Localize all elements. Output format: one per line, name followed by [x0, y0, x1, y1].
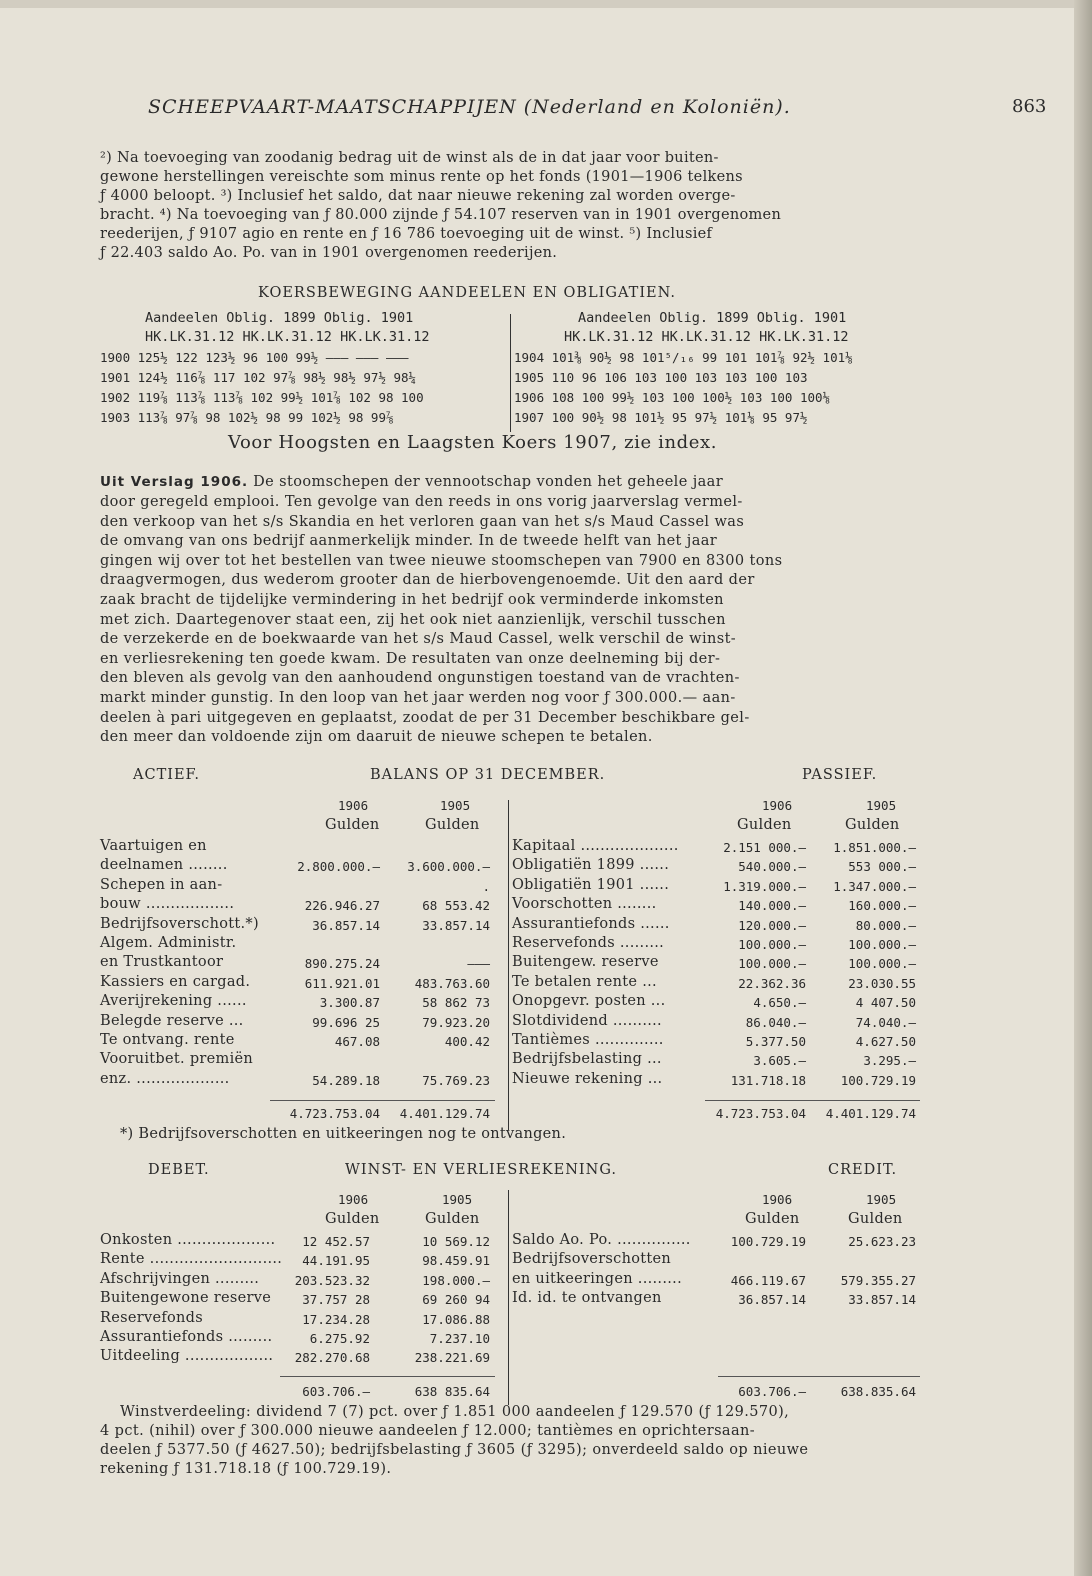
verslag-line: met zich. Daartegenover staat een, zij het ook niet aanzienlijk, verschil tusschen [100, 611, 726, 628]
row-value-1906: 467.08 [334, 1034, 380, 1049]
row-label: Kassiers en cargad. [100, 973, 251, 990]
row-value-1906: 2.800.000.— [297, 859, 380, 875]
row-value-1906: 203.523.32 [294, 1272, 370, 1288]
row-value-1906: 99.696 25 [312, 1014, 380, 1030]
row-value-1905: 10 569.12 [422, 1234, 490, 1249]
row-label: Vaartuigen en [100, 838, 207, 854]
winst-debet-label: DEBET. [148, 1162, 210, 1178]
verslag-line: de verzekerde en de boekwaarde van het s/s Maud Cassel, welk verschil de winst- [100, 631, 737, 648]
winst-unit-left-1906: Gulden [325, 1211, 380, 1227]
balans-unit-left-1906: Gulden [325, 817, 380, 833]
row-label: Onopgevr. posten ... [512, 993, 666, 1010]
row-label: Bedrijfsbelasting ... [512, 1051, 662, 1068]
page-binding-edge [1074, 0, 1092, 1576]
verslag-line: deelen à pari uitgegeven en geplaatst, zoodat de per 31 December beschikbare gel- [100, 709, 750, 726]
row-value-1905: 80.000.— [855, 917, 916, 933]
row-value-1906: 100.000.— [738, 937, 806, 952]
verslag-label: Uit Verslag 1906. [100, 474, 249, 490]
balans-total-left-1905: 4.401.129.74 [399, 1106, 490, 1121]
verslag-line: draagvermogen, dus wederom grooter dan de hierbovengenoemde. Uit den aard der [100, 572, 755, 589]
row-value-1906: 36.857.14 [738, 1292, 806, 1308]
row-value-1905: 553 000.— [848, 859, 916, 875]
verslag-line: gingen wij over tot het bestellen van twee nieuwe stoomschepen van 7900 en 8300 tons [100, 552, 783, 569]
winst-total-left-1906: 603.706.— [302, 1384, 370, 1399]
row-value-1906: 131.718.18 [730, 1072, 806, 1088]
row-value-1905: 74.040.— [855, 1014, 916, 1030]
balans-year-right-1905: 1905 [866, 798, 897, 813]
row-label: Reservefonds ......... [512, 935, 665, 951]
footnote-line: ²) Na toevoeging van zoodanig bedrag uit de winst als de in dat jaar voor buiten- [100, 150, 719, 166]
winst-unit-right-1905: Gulden [848, 1211, 903, 1227]
row-label: en uitkeeringen ......... [512, 1270, 682, 1287]
koers-head-left-1: Aandeelen Oblig. 1899 Oblig. 1901 [145, 310, 414, 326]
row-label: bouw .................. [100, 896, 235, 913]
koers-row: 1904 101⅜ 90½ 98 101⁵/₁₆ 99 101 101⅞ 92½ 101⅛ [514, 350, 853, 365]
winstverdeeling-line: deelen ƒ 5377.50 (ƒ 4627.50); bedrijfsbelasting ƒ 3605 (ƒ 3295); onverdeeld saldo op nieuwe [100, 1442, 809, 1458]
row-label: Te ontvang. rente [100, 1032, 235, 1048]
row-value-1905: 75.769.23 [422, 1072, 490, 1088]
row-value-1905: 3.600.000.— [407, 859, 490, 875]
row-value-1905: 1.347.000.— [833, 878, 916, 894]
winst-total-right-1906: 603.706.— [738, 1384, 806, 1399]
row-value-1906: 140.000.— [738, 898, 806, 914]
winst-unit-right-1906: Gulden [745, 1211, 800, 1227]
koers-row: 1905 110 96 106 103 100 103 103 100 103 [514, 370, 808, 385]
row-value-1905: 1.851.000.— [833, 840, 916, 855]
row-value-1906: 226.946.27 [304, 898, 380, 914]
winst-total-left-1905: 638 835.64 [414, 1384, 490, 1399]
running-header: SCHEEPVAART-MAATSCHAPPIJEN (Nederland en Koloniën). [148, 96, 791, 118]
row-label: Assurantiefonds ......... [100, 1329, 273, 1345]
row-value-1905: 100.729.19 [840, 1072, 916, 1088]
row-label: Buitengew. reserve [512, 954, 659, 971]
footnote-line: bracht. ⁴) Na toevoeging van ƒ 80.000 zijnde ƒ 54.107 reserven van in 1901 overgenomen [100, 207, 782, 223]
winst-unit-left-1905: Gulden [425, 1211, 480, 1227]
row-value-1906: 12 452.57 [302, 1234, 370, 1249]
winst-year-left-1906: 1906 [338, 1192, 369, 1207]
row-value-1906: 54.289.18 [312, 1072, 380, 1088]
winst-year-right-1906: 1906 [762, 1192, 793, 1207]
row-value-1906: 22.362.36 [738, 975, 806, 991]
row-value-1905: 68 553.42 [422, 898, 490, 914]
row-label: Schepen in aan- [100, 876, 223, 893]
row-label: Te betalen rente ... [512, 973, 657, 990]
koers-note: Voor Hoogsten en Laagsten Koers 1907, zie index. [228, 432, 718, 453]
page-number: 863 [1012, 96, 1047, 117]
row-label: Averijrekening ...... [100, 993, 247, 1010]
row-label: Algem. Administr. [100, 935, 237, 951]
row-label: Onkosten .................... [100, 1232, 276, 1248]
row-label: Reservefonds [100, 1309, 203, 1326]
row-label: Id. id. te ontvangen [512, 1290, 662, 1307]
row-value-1905: 58 862 73 [422, 995, 490, 1011]
row-value-1905: 23.030.55 [848, 975, 916, 991]
row-label: Assurantiefonds ...... [512, 915, 670, 932]
row-value-1905: 100.000.— [848, 956, 916, 972]
winst-total-rule-left [280, 1376, 495, 1377]
row-value-1905: 100.000.— [848, 937, 916, 952]
winstverdeeling-line: 4 pct. (nihil) over ƒ 300.000 nieuwe aandeelen ƒ 12.000; tantièmes en oprichtersaan- [100, 1423, 756, 1439]
row-label: Vooruitbet. premiën [100, 1051, 254, 1068]
row-value-1906: 466.119.67 [730, 1272, 806, 1288]
koers-row: 1903 113⅞ 97⅞ 98 102½ 98 99 102½ 98 99⅞ [100, 410, 394, 425]
row-label: Kapitaal .................... [512, 838, 679, 854]
balans-unit-right-1906: Gulden [737, 817, 792, 833]
row-label: Obligatiën 1899 ...... [512, 857, 670, 874]
verslag-first-text: De stoomschepen der vennootschap vonden het geheele jaar [253, 474, 724, 490]
row-value-1906: 3.605.— [753, 1053, 806, 1069]
verslag-line: den meer dan voldoende zijn om daaruit de nieuwe schepen te betalen. [100, 729, 653, 746]
row-label: Belegde reserve ... [100, 1012, 244, 1029]
row-value-1905: 198.000.— [422, 1272, 490, 1288]
row-value-1906: 44.191.95 [302, 1253, 370, 1269]
row-value-1906: 37.757 28 [302, 1292, 370, 1308]
row-value-1906: 100.729.19 [730, 1234, 806, 1249]
winst-year-left-1905: 1905 [442, 1192, 473, 1207]
row-value-1905: 400.42 [444, 1034, 490, 1049]
row-value-1906: 17.234.28 [302, 1311, 370, 1327]
row-label: en Trustkantoor [100, 954, 224, 971]
row-value-1905: 79.923.20 [422, 1014, 490, 1030]
koers-head-right-1: Aandeelen Oblig. 1899 Oblig. 1901 [578, 310, 847, 326]
row-label: Bedrijfsoverschotten [512, 1251, 672, 1268]
koers-row: 1902 119⅞ 113⅞ 113⅞ 102 99½ 101⅞ 102 98 100 [100, 390, 424, 405]
koers-divider [510, 314, 511, 432]
row-label: enz. ................... [100, 1070, 230, 1087]
balans-total-right-1905: 4.401.129.74 [825, 1106, 916, 1121]
winstverdeeling-line: Winstverdeeling: dividend 7 (7) pct. over ƒ 1.851 000 aandeelen ƒ 129.570 (ƒ 129.570), [120, 1404, 790, 1420]
row-value-1905: 25.623.23 [848, 1234, 916, 1249]
row-value-1905: 69 260 94 [422, 1292, 490, 1308]
row-value-1905: 483.763.60 [414, 975, 490, 991]
row-value-1905: 579.355.27 [840, 1272, 916, 1288]
row-value-1905: 3.295.— [863, 1053, 916, 1069]
winst-total-rule-right [718, 1376, 920, 1377]
balans-year-right-1906: 1906 [762, 798, 793, 813]
row-value-1906: 611.921.01 [304, 975, 380, 991]
row-label: Tantièmes .............. [512, 1032, 664, 1048]
row-value-1906: 3.300.87 [319, 995, 380, 1011]
balans-unit-right-1905: Gulden [845, 817, 900, 833]
footnote-line: ƒ 4000 beloopt. ³) Inclusief het saldo, dat naar nieuwe rekening zal worden overge- [100, 188, 736, 204]
verslag-line: markt minder gunstig. In den loop van het jaar werden nog voor ƒ 300.000.— aan- [100, 690, 736, 706]
row-value-1906: 100.000.— [738, 956, 806, 972]
balans-year-left-1905: 1905 [440, 798, 471, 813]
row-label: Nieuwe rekening ... [512, 1070, 663, 1087]
row-value-1905: 4.627.50 [855, 1034, 916, 1049]
row-label: Slotdividend .......... [512, 1012, 662, 1029]
verslag-line: den bleven als gevolg van den aanhoudend ongunstigen toestand van de vrachten- [100, 670, 740, 687]
row-value-1905: 33.857.14 [848, 1292, 916, 1308]
row-label: deelnamen ........ [100, 857, 228, 874]
winstverdeeling-line: rekening ƒ 131.718.18 (ƒ 100.729.19). [100, 1461, 392, 1477]
row-label: Saldo Ao. Po. ............... [512, 1232, 691, 1248]
koers-row: 1906 108 100 99½ 103 100 100½ 103 100 100⅛ [514, 390, 831, 405]
koers-row: 1907 100 90½ 98 101½ 95 97½ 101⅛ 95 97½ [514, 410, 808, 425]
verslag-line: door geregeld emplooi. Ten gevolge van den reeds in ons vorig jaarverslag vermel- [100, 494, 743, 510]
koers-head-left-2: HK.LK.31.12 HK.LK.31.12 HK.LK.31.12 [145, 329, 430, 345]
row-value-1906: 5.377.50 [745, 1034, 806, 1049]
row-value-1905: ——— [467, 956, 490, 972]
koers-row: 1901 124½ 116⅞ 117 102 97⅞ 98½ 98½ 97½ 98¼ [100, 370, 417, 385]
winst-year-right-1905: 1905 [866, 1192, 897, 1207]
row-value-1906: 2.151 000.— [723, 840, 806, 855]
verslag-line: de omvang van ons bedrijf aanmerkelijk minder. In de tweede helft van het jaar [100, 533, 718, 550]
footnote-line: reederijen, ƒ 9107 agio en rente en ƒ 16 786 toevoeging uit de winst. ⁵) Inclusief [100, 226, 713, 242]
row-value-1906: 36.857.14 [312, 917, 380, 933]
row-value-1906: 86.040.— [745, 1014, 806, 1030]
row-value-1905: 7.237.10 [429, 1331, 490, 1346]
verslag-line: zaak bracht de tijdelijke vermindering in het bedrijf ook verminderde inkomsten [100, 592, 724, 608]
row-label: Voorschotten ........ [512, 896, 657, 913]
row-value-1905: 4 407.50 [855, 995, 916, 1011]
balans-total-left-1906: 4.723.753.04 [289, 1106, 380, 1121]
winst-total-right-1905: 638.835.64 [840, 1384, 916, 1399]
winst-title: WINST- EN VERLIESREKENING. [345, 1162, 617, 1178]
winst-divider [508, 1190, 509, 1405]
winst-credit-label: CREDIT. [828, 1162, 898, 1178]
row-value-1905: 160.000.— [848, 898, 916, 914]
verslag-first-line [100, 474, 723, 490]
verslag-line: den verkoop van het s/s Skandia en het verloren gaan van het s/s Maud Cassel was [100, 513, 745, 530]
koers-row: 1900 125½ 122 123½ 96 100 99½ ——— ——— ——— [100, 350, 409, 365]
row-value-1905: 33.857.14 [422, 917, 490, 933]
balans-note: *) Bedrijfsoverschotten en uitkeeringen nog te ontvangen. [120, 1126, 567, 1142]
row-value-1905: 98.459.91 [422, 1253, 490, 1269]
koers-head-right-2: HK.LK.31.12 HK.LK.31.12 HK.LK.31.12 [564, 329, 849, 345]
page-top-edge [0, 0, 1092, 8]
row-value-1905: . [482, 878, 490, 894]
footnote-line: gewone herstellingen vereischte som minus rente op het fonds (1901—1906 telkens [100, 169, 743, 185]
row-value-1906: 540.000.— [738, 859, 806, 875]
balans-actief-label: ACTIEF. [133, 767, 200, 783]
balans-unit-left-1905: Gulden [425, 817, 480, 833]
row-label: Afschrijvingen ......... [100, 1270, 260, 1287]
row-value-1905: 238.221.69 [414, 1350, 490, 1366]
koers-title: KOERSBEWEGING AANDEELEN EN OBLIGATIEN. [258, 285, 677, 301]
verslag-line: en verliesrekening ten goede kwam. De resultaten van onze deelneming bij der- [100, 650, 721, 667]
row-value-1906: 890.275.24 [304, 956, 380, 972]
balans-total-rule-right [705, 1100, 920, 1101]
row-value-1906: 282.270.68 [294, 1350, 370, 1366]
balans-divider [508, 800, 509, 1130]
row-value-1906: 120.000.— [738, 917, 806, 933]
row-label: Bedrijfsoverschott.*) [100, 915, 259, 932]
balans-total-right-1906: 4.723.753.04 [715, 1106, 806, 1121]
row-label: Rente ........................... [100, 1251, 283, 1268]
footnote-line: ƒ 22.403 saldo Ao. Po. van in 1901 overgenomen reederijen. [100, 245, 558, 261]
balans-year-left-1906: 1906 [338, 798, 369, 813]
row-value-1905: 17.086.88 [422, 1311, 490, 1327]
balans-title: BALANS OP 31 DECEMBER. [370, 767, 606, 783]
row-value-1906: 6.275.92 [309, 1331, 370, 1346]
row-value-1906: 1.319.000.— [723, 878, 806, 894]
balans-passief-label: PASSIEF. [802, 767, 878, 783]
balans-total-rule-left [270, 1100, 495, 1101]
row-label: Obligatiën 1901 ...... [512, 876, 670, 893]
row-value-1906: 4.650.— [753, 995, 806, 1011]
row-label: Uitdeeling .................. [100, 1348, 274, 1365]
row-label: Buitengewone reserve [100, 1290, 272, 1307]
